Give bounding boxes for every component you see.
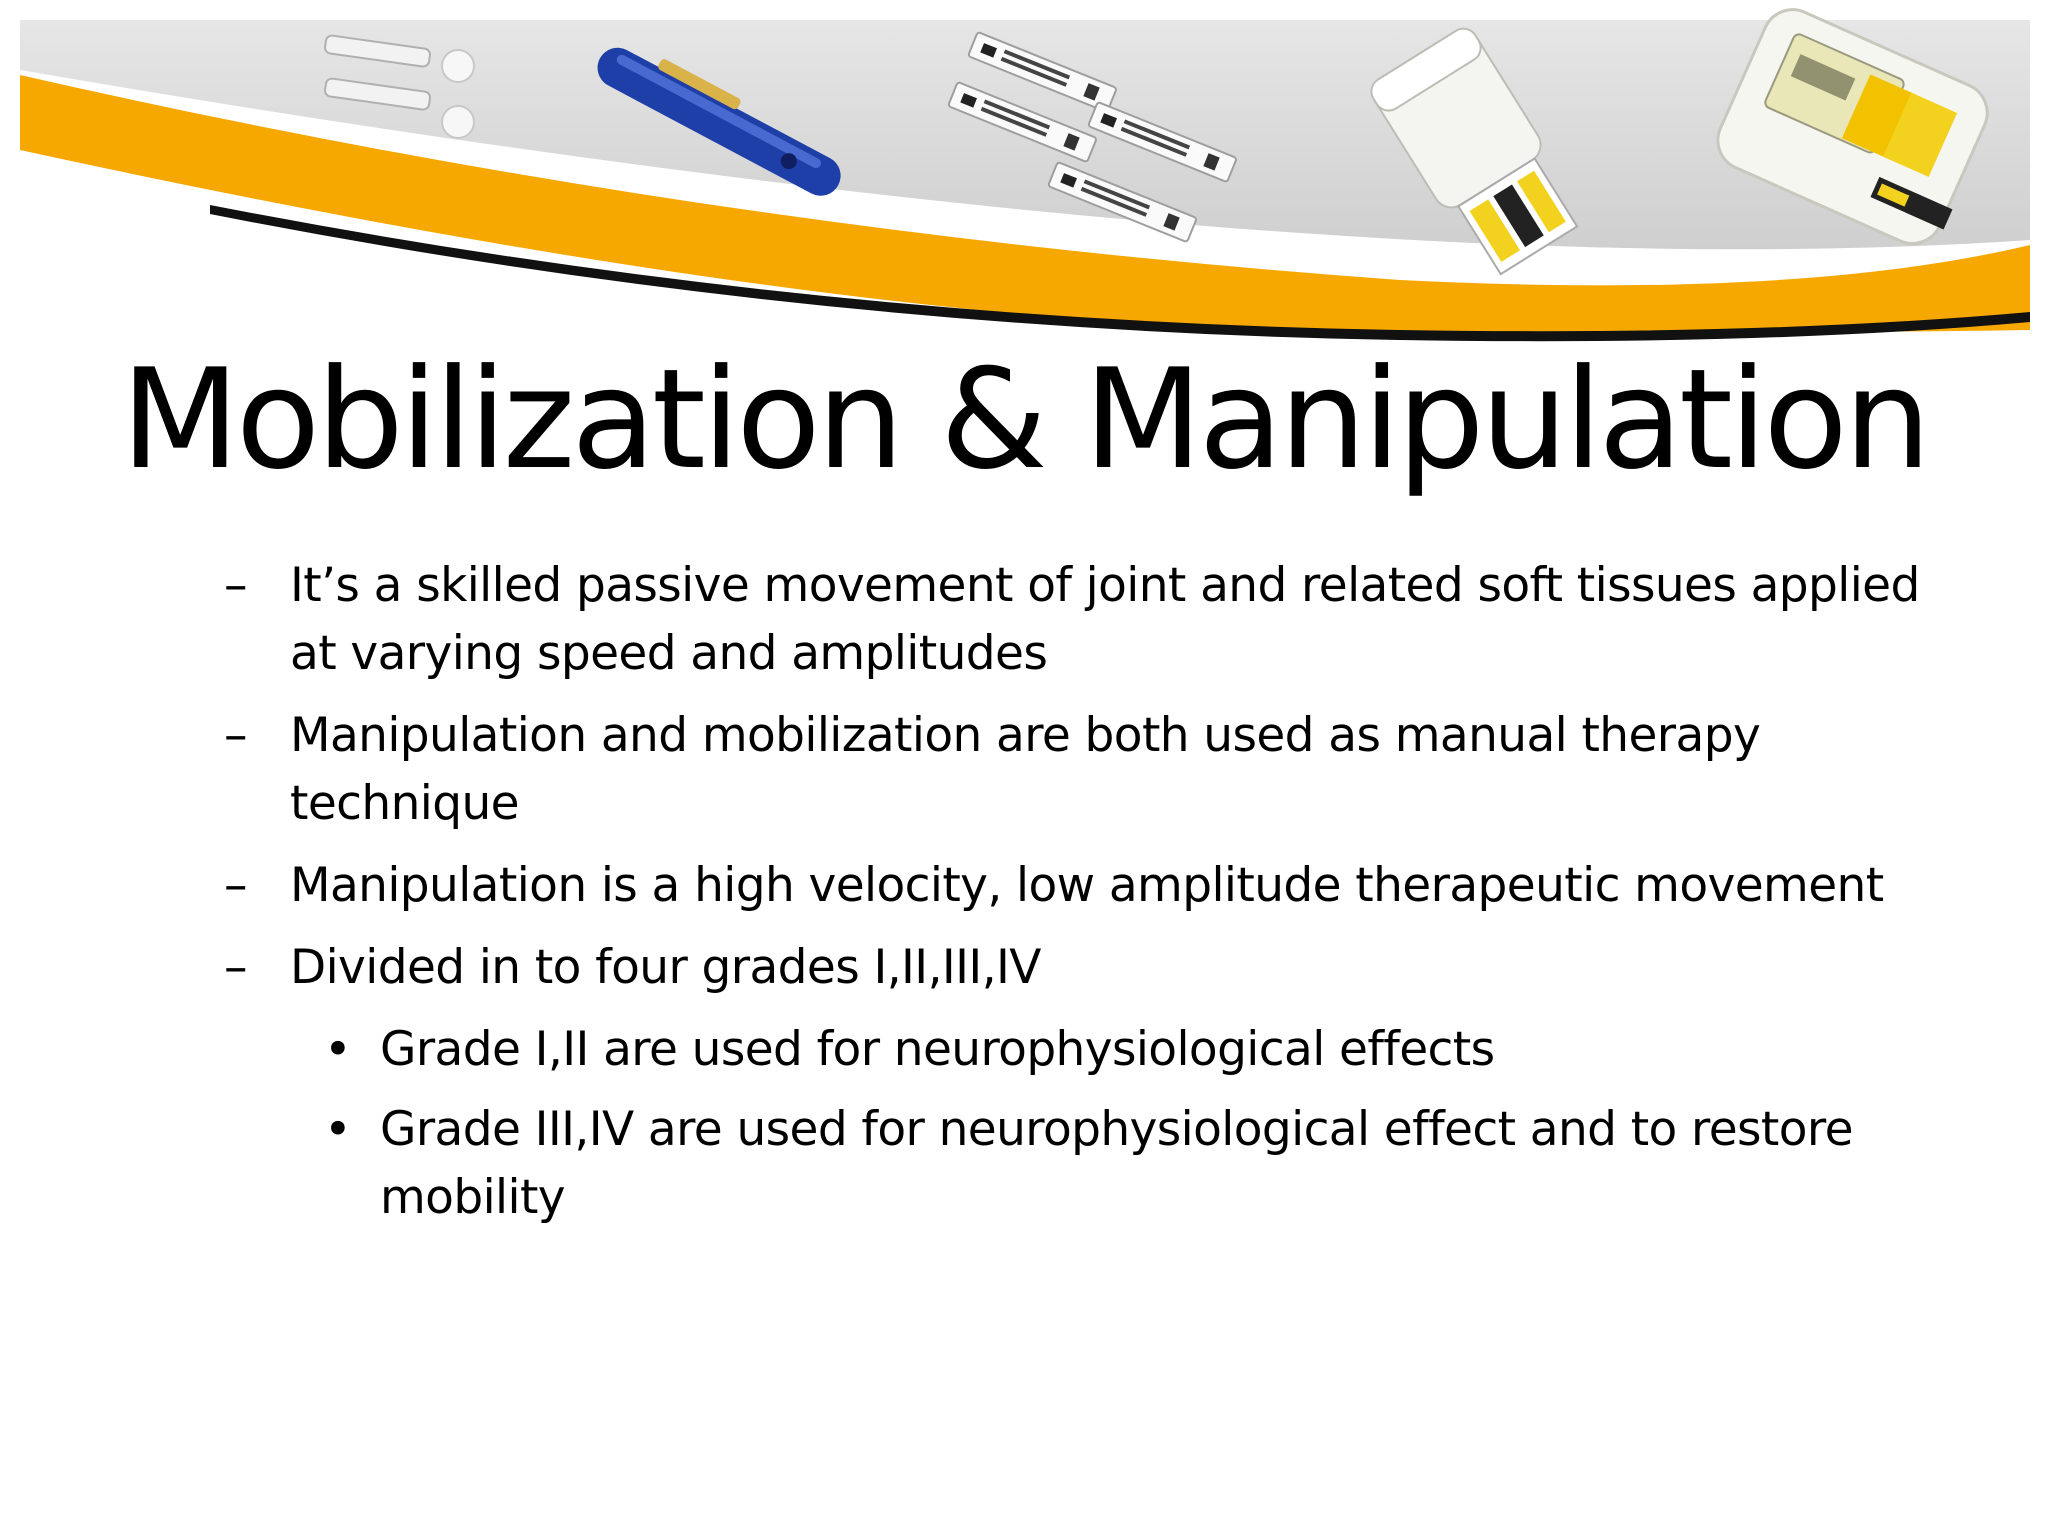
header-banner (0, 0, 2048, 360)
sub-bullet-grade-3-4 (220, 1096, 1940, 1232)
dot-marker: • (324, 1102, 352, 1157)
dash-marker: – (224, 558, 247, 613)
bullet-text: Manipulation and mobilization are both used as manual therapy technique (290, 708, 1761, 831)
bullet-text: Grade III,IV are used for neurophysiological effect and to restore mobility (380, 1102, 1853, 1225)
bullet-text: It’s a skilled passive movement of joint and related soft tissues applied at varying speed and amplitudes (290, 558, 1920, 681)
bullet-item-manipulation (220, 852, 1940, 920)
bullet-item-usage (220, 702, 1940, 838)
bullet-item-grades (220, 934, 1940, 1002)
dash-marker: – (224, 858, 247, 913)
slide-title: Mobilization & Manipulation (120, 339, 1928, 500)
bullet-text: Divided in to four grades I,II,III,IV (290, 940, 1041, 995)
bullet-list (220, 552, 1940, 1244)
dot-marker: • (324, 1022, 352, 1077)
dash-marker: – (224, 940, 247, 995)
bullet-text: Grade I,II are used for neurophysiological effects (380, 1022, 1495, 1077)
sub-bullet-grade-1-2 (220, 1016, 1940, 1084)
bullet-item-definition (220, 552, 1940, 688)
dash-marker: – (224, 708, 247, 763)
bullet-text: Manipulation is a high velocity, low amplitude therapeutic movement (290, 858, 1884, 913)
